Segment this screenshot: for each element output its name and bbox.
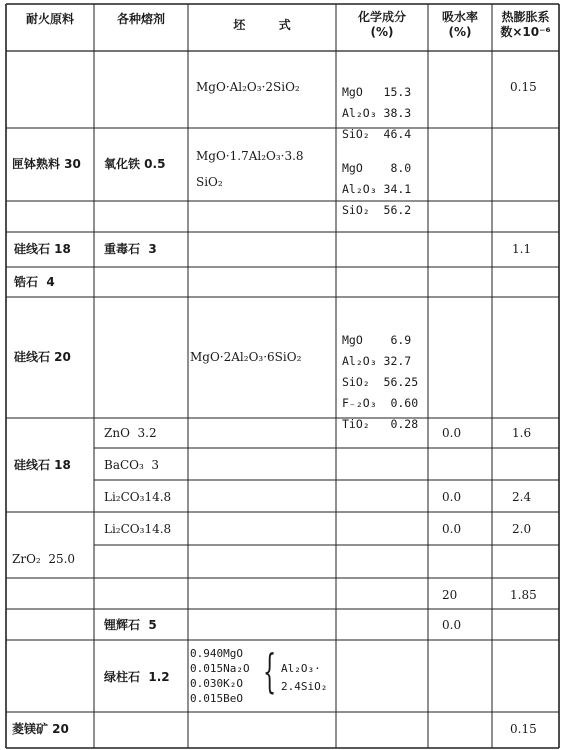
formula-cell: MgO·2Al₂O₃·6SiO₂ — [190, 350, 302, 364]
composition-cell: MgO 8.0 Al₂O₃ 34.1 SiO₂ 56.2 — [342, 161, 412, 217]
absorption-cell: 0.0 — [442, 618, 462, 632]
refractory-cell: 菱镁矿 20 — [12, 722, 69, 736]
formula-cell: MgO·1.7Al₂O₃·3.8 SiO₂ — [196, 149, 304, 189]
absorption-cell: 20 — [442, 588, 458, 602]
refractory-cell: 硅线石 18 — [14, 242, 71, 256]
formula-left-cell: 0.940MgO 0.015Na₂O 0.030K₂O 0.015BeO — [190, 647, 250, 705]
expansion-cell: 1.1 — [512, 242, 532, 256]
header-composition: 化学成分 (%) — [357, 10, 406, 39]
flux-cell: 重毒石 3 — [104, 242, 157, 256]
expansion-cell: 0.15 — [510, 80, 537, 94]
expansion-cell: 1.85 — [510, 588, 537, 602]
header-flux: 各种熔剂 — [116, 12, 165, 26]
header-absorption: 吸水率 (%) — [441, 10, 478, 39]
refractory-cell: 硅线石 20 — [14, 350, 71, 364]
absorption-cell: 0.0 — [442, 426, 462, 440]
header-expansion: 热膨胀系 数×10⁻⁶ — [500, 10, 551, 39]
expansion-cell: 1.6 — [512, 426, 532, 440]
flux-cell: 锂辉石 5 — [104, 618, 157, 632]
absorption-cell: 0.0 — [442, 522, 462, 536]
composition-cell: MgO 6.9 Al₂O₃ 32.7 SiO₂ 56.25 F₋₂O₃ 0.60 TiO₂ 0.28 — [342, 333, 419, 431]
expansion-cell: 2.4 — [512, 490, 532, 504]
header-body-formula: 坯 式 — [233, 18, 291, 32]
flux-cell: ZnO 3.2 — [104, 426, 157, 440]
flux-cell: Li₂CO₃14.8 — [104, 522, 172, 536]
flux-cell: 氧化铁 0.5 — [104, 157, 166, 171]
formula-right-cell: Al₂O₃· 2.4SiO₂ — [281, 662, 328, 693]
brace-icon: { — [263, 644, 277, 698]
flux-cell: BaCO₃ 3 — [104, 458, 160, 472]
flux-cell: Li₂CO₃14.8 — [104, 490, 172, 504]
composition-cell: MgO 15.3 Al₂O₃ 38.3 SiO₂ 46.4 — [342, 85, 412, 141]
expansion-cell: 0.15 — [510, 722, 537, 736]
expansion-cell: 2.0 — [512, 522, 532, 536]
refractory-cell: 锆石 4 — [14, 275, 55, 289]
refractory-cell: 硅线石 18 — [14, 458, 71, 472]
refractory-cell: 匣钵熟料 30 — [12, 157, 81, 171]
flux-cell: 绿柱石 1.2 — [104, 670, 170, 684]
absorption-cell: 0.0 — [442, 490, 462, 504]
refractory-cell: ZrO₂ 25.0 — [12, 552, 76, 566]
formula-cell: MgO·Al₂O₃·2SiO₂ — [196, 80, 300, 94]
header-refractory: 耐火原料 — [25, 12, 74, 26]
